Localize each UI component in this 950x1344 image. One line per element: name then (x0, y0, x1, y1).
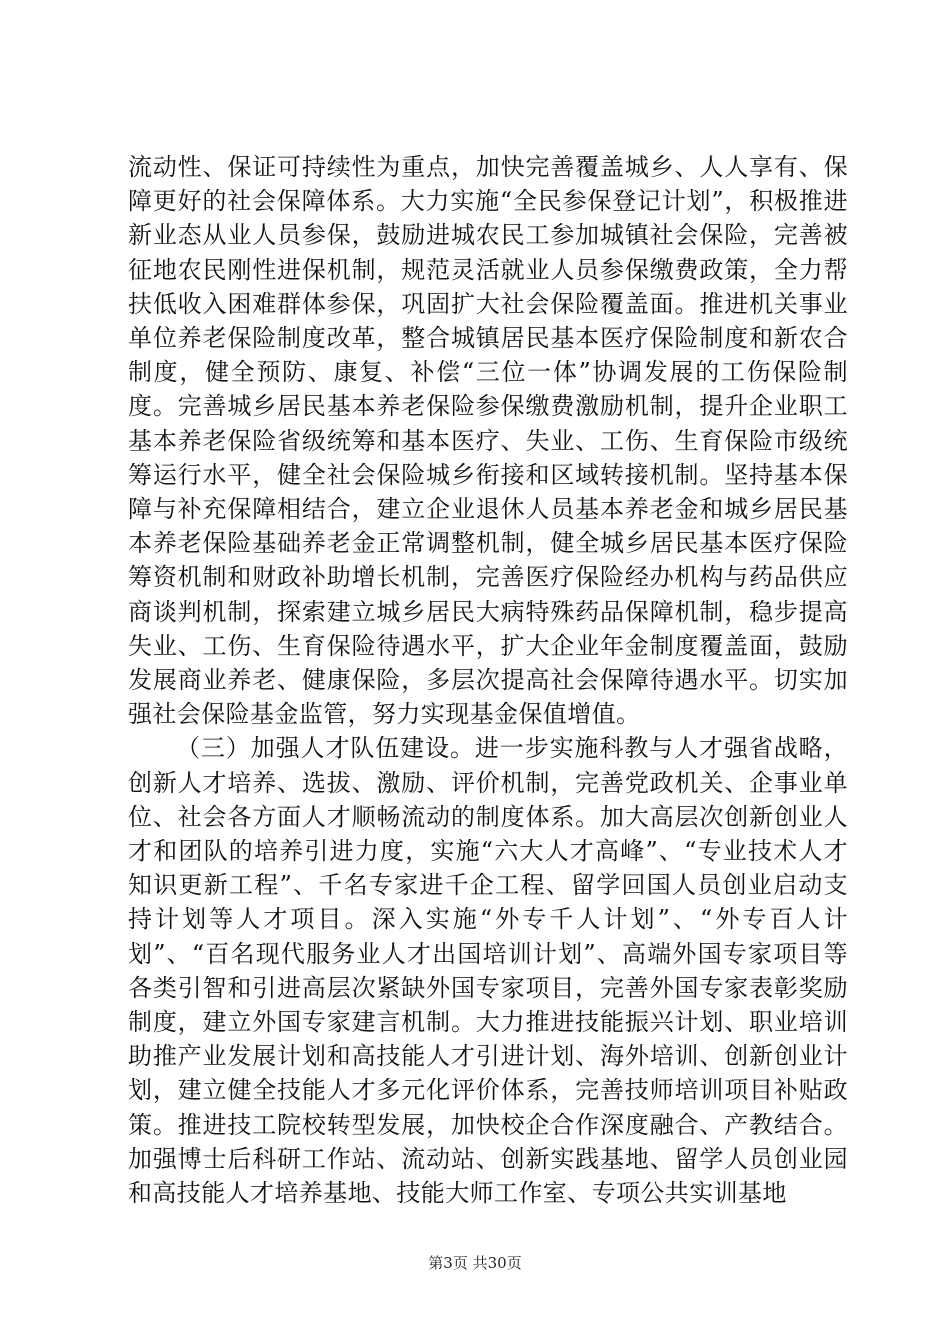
page-footer: 第3页 共30页 (428, 1254, 522, 1272)
paragraph-social-security: 流动性、保证可持续性为重点，加快完善覆盖城乡、人人享有、保障更好的社会保障体系。大力实施“全民参保登记计划”，积极推进新业态从业人员参保，鼓励进城农民工参加城镇社会保险，完善被征地农民刚性进保机制，规范灵活就业人员参保缴费政策，全力帮扶低收入困难群体参保，巩固扩大社会保险覆盖面。推进机关事业单位养老保险制度改革，整合城镇居民基本医疗保险制度和新农合制度，健全预防、康复、补偿“三位一体”协调发展的工伤保险制度。完善城乡居民基本养老保险参保缴费激励机制，提升企业职工基本养老保险省级统筹和基本医疗、失业、工伤、生育保险市级统筹运行水平，健全社会保险城乡衔接和区域转接机制。坚持基本保障与补充保障相结合，建立企业退休人员基本养老金和城乡居民基本养老保险基础养老金正常调整机制，健全城乡居民基本医疗保险筹资机制和财政补助增长机制，完善医疗保险经办机构与药品供应商谈判机制，探索建立城乡居民大病特殊药品保障机制，稳步提高失业、工伤、生育保险待遇水平，扩大企业年金制度覆盖面，鼓励发展商业养老、健康保险，多层次提高社会保障待遇水平。切实加强社会保险基金监管，努力实现基金保值增值。 (128, 153, 848, 729)
document-body (128, 150, 848, 1210)
paragraph-talent-team: （三）加强人才队伍建设。进一步实施科教与人才强省战略，创新人才培养、选拔、激励、评价机制，完善党政机关、企事业单位、社会各方面人才顺畅流动的制度体系。加大高层次创新创业人才和团队的培养引进力度，实施“六大人才高峰”、“专业技术人才知识更新工程”、千名专家进千企工程、留学回国人员创业启动支持计划等人才项目。深入实施“外专千人计划”、“外专百人计划”、“百名现代服务业人才出国培训计划”、高端外国专家项目等各类引智和引进高层次紧缺外国专家项目，完善外国专家表彰奖励制度，建立外国专家建言机制。大力推进技能振兴计划、职业培训助推产业发展计划和高技能人才引进计划、海外培训、创新创业计划，建立健全技能人才多元化评价体系，完善技师培训项目补贴政策。推进技工院校转型发展，加快校企合作深度融合、产教结合。加强博士后科研工作站、流动站、创新实践基地、留学人员创业园和高技能人才培养基地、技能大师工作室、专项公共实训基地 (128, 734, 848, 1208)
